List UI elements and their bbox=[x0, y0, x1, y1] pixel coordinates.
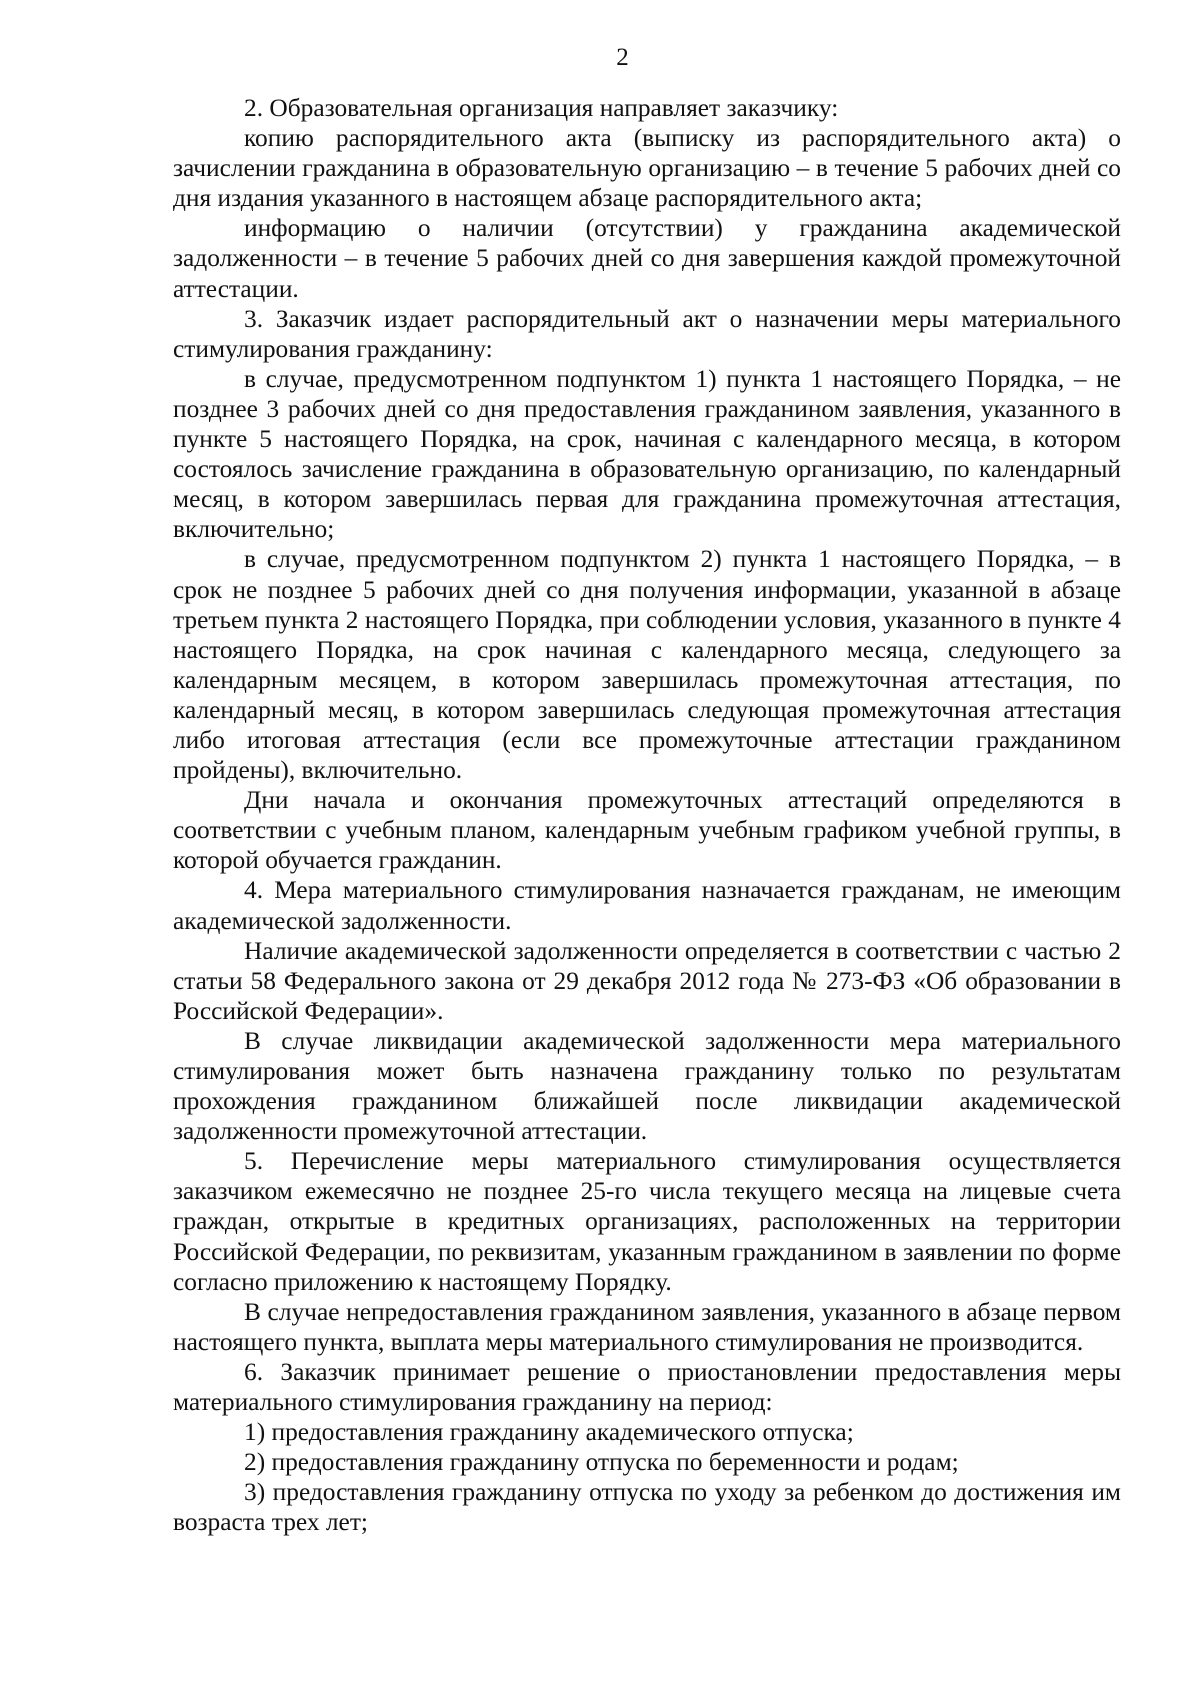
paragraph-case-subitem-1: в случае, предусмотренном подпунктом 1) пункта 1 настоящего Порядка, – не позднее 3 рабочих дней со дня предоставления гражданином заявления, указанного в пункте 5 настоящего Порядка, на срок, начиная с календарного месяца, в котором состоялось зачисление гражданина в образовательную организацию, по календарный месяц, в котором завершилась первая для гражданина промежуточная аттестация, включительно; bbox=[173, 364, 1121, 544]
paragraph-debt-liquidation: В случае ликвидации академической задолженности мера материального стимулирования может быть назначена гражданину только по результатам прохождения гражданином ближайшей после ликвидации академической задолженности промежуточной аттестации. bbox=[173, 1026, 1121, 1146]
paragraph-item-6-intro: 6. Заказчик принимает решение о приостановлении предоставления меры материального стимулирования гражданину на период: bbox=[173, 1357, 1121, 1417]
paragraph-item-3-intro: 3. Заказчик издает распорядительный акт о назначении меры материального стимулирования гражданину: bbox=[173, 304, 1121, 363]
paragraph-academic-debt-definition: Наличие академической задолженности определяется в соответствии с частью 2 статьи 58 Федерального закона от 29 декабря 2012 года № 273-ФЗ «Об образовании в Российской Федерации». bbox=[173, 936, 1121, 1025]
list-item-maternity-leave: 2) предоставления гражданину отпуска по беременности и родам; bbox=[244, 1448, 959, 1477]
paragraph-academic-debt-info: информацию о наличии (отсутствии) у гражданина академической задолженности – в течение 5 рабочих дней со дня завершения каждой промежуточной аттестации. bbox=[173, 214, 1121, 303]
list-item-childcare-leave: 3) предоставления гражданину отпуска по уходу за ребенком до достижения им возраста трех лет; bbox=[173, 1478, 1121, 1537]
paragraph-item-5: 5. Перечисление меры материального стимулирования осуществляется заказчиком ежемесячно не позднее 25-го числа текущего месяца на лицевые счета граждан, открытые в кредитных организациях, расположенных на территории Российской Федерации, по реквизитам, указанным гражданином в заявлении по форме согласно приложению к настоящему Порядку. bbox=[173, 1147, 1121, 1296]
page-number: 2 bbox=[616, 44, 629, 71]
paragraph-copy-act: копию распорядительного акта (выписку из распорядительного акта) о зачислении гражданина в образовательную организацию – в течение 5 рабочих дней со дня издания указанного в настоящем абзаце распорядительного акта; bbox=[173, 124, 1121, 213]
paragraph-item-2-intro: 2. Образовательная организация направляет заказчику: bbox=[244, 94, 839, 122]
paragraph-attestation-dates: Дни начала и окончания промежуточных аттестаций определяются в соответствии с учебным планом, календарным учебным графиком учебной группы, в которой обучается гражданин. bbox=[173, 786, 1121, 875]
paragraph-item-4: 4. Мера материального стимулирования назначается гражданам, не имеющим академической задолженности. bbox=[173, 876, 1121, 935]
document-body bbox=[173, 93, 1121, 1538]
list-item-academic-leave: 1) предоставления гражданину академического отпуска; bbox=[244, 1418, 854, 1447]
paragraph-case-subitem-2: в случае, предусмотренном подпунктом 2) пункта 1 настоящего Порядка, – в срок не позднее 5 рабочих дней со дня получения информации, указанной в абзаце третьем пункта 2 настоящего Порядка, при соблюдении условия, указанного в пункте 4 настоящего Порядка, на срок начиная с календарного месяца, следующего за календарным месяцем, в котором завершилась промежуточная аттестация, по календарный месяц, в котором завершилась следующая промежуточная аттестация либо итоговая аттестация (если все промежуточные аттестации гражданином пройдены), включительно. bbox=[173, 545, 1121, 785]
paragraph-no-application: В случае непредоставления гражданином заявления, указанного в абзаце первом настоящего пункта, выплата меры материального стимулирования не производится. bbox=[173, 1297, 1121, 1356]
